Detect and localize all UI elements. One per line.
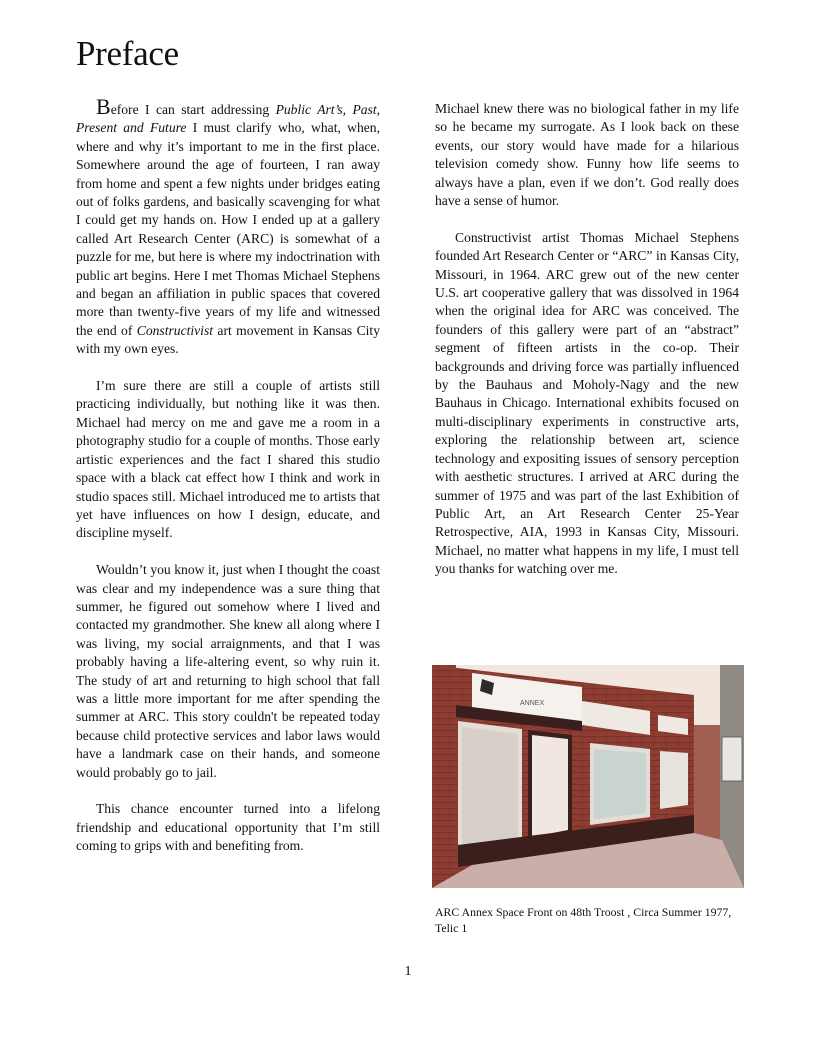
page-title: Preface [76, 34, 179, 73]
paragraph [76, 94, 381, 359]
photo-caption: ARC Annex Space Front on 48th Troost , Circa Summer 1977, Telic 1 [435, 905, 732, 935]
movement-name: Constructivist [136, 322, 214, 338]
book-title: Public Art’s, Past, Present and Future [76, 102, 381, 136]
annex-sign-text: ANNEX [520, 700, 545, 707]
page-number: 1 [404, 964, 412, 979]
paragraph: I’m sure there are still a couple of artists still practicing individually, but nothing like it was then. Michael had mercy on me and gave me a room in a photography studio for a couple of months. Those early artistic experiences and the fact I shared this studio space with a black cat effect how I think and work in studio spaces still. Michael introduced me to artists that yet have influences on how I design, educate, and discipline myself. [76, 378, 380, 541]
left-column [76, 94, 381, 856]
drop-cap: B [96, 94, 111, 119]
right-column [435, 100, 739, 579]
paragraph: Constructivist artist Thomas Michael Stephens founded Art Research Center or “ARC” in Kansas City, Missouri, in 1964. ARC grew out of the new center U.S. art cooperative gallery that was dissolved in 1964 when the original idea for ARC was conceived. The founders of this gallery were part of an “abstract” segment of fifteen artists in the co-op. Their backgrounds and driving force was partially influenced by the Bauhaus and Moholy-Nagy and the new Bauhaus in Chicago. International exhibits focused on multi-disciplinary experiments in constructive arts, exploring the relationship between art, science technology and expositing issues of sensory perception with aesthetic structures. I arrived at ARC during the summer of 1975 and was part of the last Exhibition of Public Art, an Art Research Center 25-Year Retrospective, AIA, 1993 in Kansas City, Missouri. Michael, no matter what happens in my life, I must tell you thanks for watching over me. [435, 229, 739, 577]
paragraph: This chance encounter turned into a lifelong friendship and educational opportunity that I’m still coming to grips with and benefiting from. [76, 801, 380, 854]
paragraph-text: I must clarify who, what, when, where and why it’s important to me in the first place. Somewhere around the age of fourteen, I ran away from home and spent a few nights under bridges eating out of folks gardens, and basically scavenging for what I could get my hands on. How I ended up at a gallery called Art Research Center (ARC) is somewhat of a puzzle for me, but here is where my indoctrination with public art begins. Here I met Thomas Michael Stephens and began an affiliation in public spaces that covered more than twenty-five years of my life and witnessed the end of [76, 120, 380, 338]
paragraph-text: art movement in Kansas City with my own eyes. [76, 322, 380, 357]
paragraph: Wouldn’t you know it, just when I thought the coast was clear and my independence was a sure thing that summer, he figured out somehow where I lived and contacted my grandmother. She knew all along where I was living, my social arraignments, and that I was probably having a life-altering event, so why ruin it. The study of art and returning to high school that fall was a little more important for me after spending the summer at ARC. This story couldn't be repeated today because child protective services and labor laws would have a landmark case on their hands, and someone would probably go to jail. [76, 562, 380, 780]
paragraph-text: efore I can start addressing [110, 102, 276, 117]
storefront-photo [432, 665, 744, 888]
paragraph: Michael knew there was no biological father in my life so he became my surrogate. As I look back on these events, our story would have made for a hilarious television comedy show. Funny how life seems to always have a plan, even if we don’t. God really does have a sense of humor. [435, 101, 739, 209]
